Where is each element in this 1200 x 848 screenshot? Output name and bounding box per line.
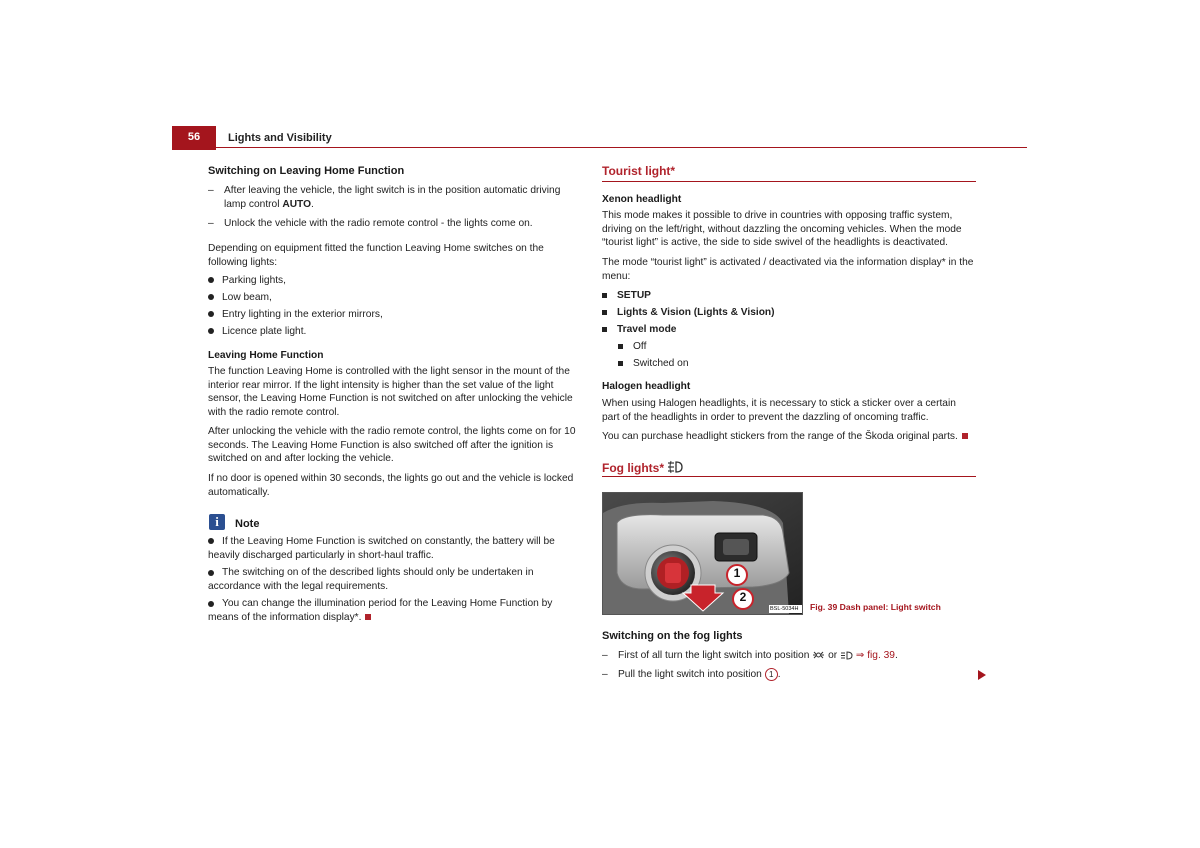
dash-text: First of all turn the light switch into position [618,650,810,661]
leaving-home-subheading: Leaving Home Function [208,350,324,361]
menu-list [602,289,775,340]
figure-caption: Fig. 39 Dash panel: Light switch [810,602,941,612]
dash-item: – First of all turn the light switch into position or ⇒ fig. 39. [602,650,898,661]
dash-item: – Pull the light switch into position 1 . [602,669,781,681]
fog-lights-heading: Fog lights* [602,460,683,476]
note-item: The switching on of the described lights should only be undertaken in accordance with the legal requirements. [208,567,534,592]
note-item: You can change the illumination period for the Leaving Home Function by means of the information display*. [208,598,553,623]
callout-1: 1 [733,566,741,580]
dash-item-2: – Unlock the vehicle with the radio remote control - the lights come on. [208,218,533,229]
light-switch-figure [602,492,803,615]
xenon-heading: Xenon headlight [602,194,682,205]
list-item: Lights & Vision (Lights & Vision) [602,306,775,323]
lights-list [208,274,383,342]
header-rule [216,147,1027,148]
note-list [208,535,580,625]
dash-item-1-text: After leaving the vehicle, the light switch is in the position automatic driving lamp control [224,185,561,210]
headlight-icon [840,651,853,660]
paragraph: When using Halogen headlights, it is necessary to stick a sticker over a certain part of the headlights in order to prevent the dazzling of oncoming traffic. [602,398,956,423]
parking-light-icon [812,651,825,659]
list-item: Travel mode [602,323,775,340]
tourist-light-heading: Tourist light* [602,164,676,178]
chapter-title: Lights and Visibility [228,132,332,144]
dash-item-1: – After leaving the vehicle, the light switch is in the position automatic driving lamp control AUTO. [208,185,561,210]
section-rule [602,181,976,182]
figure-reference-link[interactable]: ⇒ fig. 39 [855,650,895,661]
position-marker: 1 [765,668,778,681]
halogen-heading: Halogen headlight [602,381,691,392]
leaving-home-heading: Switching on Leaving Home Function [208,165,405,177]
paragraph: If no door is opened within 30 seconds, the lights go out and the vehicle is locked automatically. [208,473,574,498]
section-rule [602,476,976,477]
fog-switching-heading: Switching on the fog lights [602,630,743,642]
figure-code: BSL-5034H [770,606,799,612]
paragraph: The mode “tourist light” is activated / deactivated via the information display* in the menu: [602,257,974,282]
list-item: Parking lights, [208,274,383,291]
list-item: Off [618,340,689,357]
next-page-arrow-icon[interactable] [978,670,986,680]
paragraph: The function Leaving Home is controlled with the light sensor in the mount of the interior rear mirror. If the light intensity is higher than the set value of the light sensor, the Leaving Home Function is not switched on after unlocking the vehicle with the radio remote control. [208,366,573,418]
lights-intro: Depending on equipment fitted the function Leaving Home switches on the following lights: [208,243,544,268]
paragraph: You can purchase headlight stickers from the range of the Škoda original parts. [602,430,976,444]
paragraph: After unlocking the vehicle with the radio remote control, the lights come on for 10 seconds. The Leaving Home Function is also switched off after the ignition is switched on and after locking the vehicle. [208,426,576,465]
dash-item-2-text: Unlock the vehicle with the radio remote control - the lights come on. [224,218,533,229]
section-end-marker [365,614,371,620]
section-end-marker [962,433,968,439]
list-item: Switched on [618,357,689,374]
list-item: SETUP [602,289,775,306]
auto-symbol: AUTO [282,198,312,210]
note-title: Note [235,518,260,530]
page-number: 56 [172,126,216,150]
list-item: Licence plate light. [208,325,383,342]
or-text: or [828,650,838,661]
note-item: If the Leaving Home Function is switched on constantly, the battery will be heavily discharged particularly in short-haul traffic. [208,536,555,561]
fog-light-icon [667,460,683,474]
list-item: Entry lighting in the exterior mirrors, [208,308,383,325]
dash-text: Pull the light switch into position [618,669,762,681]
callout-2: 2 [739,590,747,604]
info-icon: i [209,514,225,530]
submenu-list [618,340,689,374]
paragraph: This mode makes it possible to drive in countries with opposing traffic system, driving on the left/right, without dazzling the oncoming vehicles. When the mode “tourist light” is active, the side to side swivel of the headlights is deactivated. [602,210,962,249]
list-item: Low beam, [208,291,383,308]
